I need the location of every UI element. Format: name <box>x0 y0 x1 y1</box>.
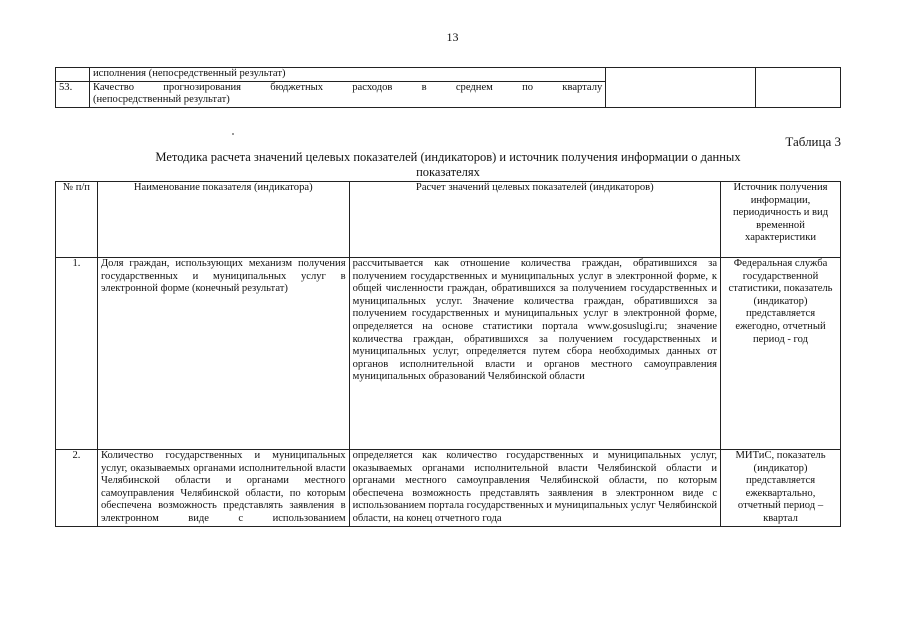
indicators-table <box>55 181 841 527</box>
table-title-line: Методика расчета значений целевых показателей (индикаторов) и источник получения информации о данных <box>155 150 741 164</box>
row-number: 2. <box>56 450 98 527</box>
calculation-method: рассчитывается как отношение количества граждан, обратившихся за получением государственных и муниципальных услуг в электронной форме, к общей численности граждан, обратившихся за получением государственных и муниципальных услуг. Значение количества граждан, обратившихся за получением государственных и муниципальных услуг в электронной форме, определяется на основе статистики портала www.gosuslugi.ru; значение количества граждан, обратившихся за получением государственных и муниципальных услуг, определяется путем сбора необходимых данных от органов исполнительной власти и органов местного самоуправления муниципальных образований Челябинской области <box>349 258 720 450</box>
indicator-name <box>89 81 605 107</box>
empty-cell <box>756 68 841 108</box>
calculation-method: определяется как количество государственных и муниципальных услуг, оказываемых органами исполнительной власти Челябинской области и органами местного самоуправления Челябинской области, по которым обеспечена возможность представлять заявления в электронном виде с использованием портала государственных и муниципальных услуг Челябинской области, на конец отчетного года <box>349 450 720 527</box>
table-row <box>56 450 841 527</box>
table-title-line: показателях <box>416 165 480 179</box>
information-source: МИТиС, показатель (индикатор) представляется ежеквартально, отчетный период – квартал <box>721 450 841 527</box>
table-title <box>55 150 841 180</box>
table-row <box>56 68 841 82</box>
row-number: 53. <box>56 81 90 107</box>
table-row <box>56 258 841 450</box>
indicator-name-line: (непосредственный результат) <box>92 94 230 106</box>
header-source: Источник получения информации, периодичность и вид временной характеристики <box>721 182 841 258</box>
header-row <box>56 182 841 258</box>
header-calc: Расчет значений целевых показателей (индикаторов) <box>349 182 720 258</box>
table-label: Таблица 3 <box>785 134 841 149</box>
row-number <box>56 68 90 82</box>
empty-cell <box>606 68 756 108</box>
indicator-name: Доля граждан, использующих механизм получения государственных и муниципальных услуг в электронной форме (конечный результат) <box>97 258 349 450</box>
header-name: Наименование показателя (индикатора) <box>97 182 349 258</box>
indicator-name: Количество государственных и муниципальных услуг, оказываемых органами исполнительной власти Челябинской области и органами местного самоуправления Челябинской области, по которым обеспечена возможность представлять заявления в электронном виде с использованием <box>97 450 349 527</box>
header-no: № п/п <box>56 182 98 258</box>
indicator-name: исполнения (непосредственный результат) <box>89 68 605 82</box>
row-number: 1. <box>56 258 98 450</box>
page-number: 13 <box>446 30 459 44</box>
indicator-name-line: Качество прогнозирования бюджетных расходов в среднем по кварталу <box>92 81 603 93</box>
information-source: Федеральная служба государственной статистики, показатель (индикатор) представляется ежегодно, отчетный период - год <box>721 258 841 450</box>
continuation-table <box>55 67 841 108</box>
